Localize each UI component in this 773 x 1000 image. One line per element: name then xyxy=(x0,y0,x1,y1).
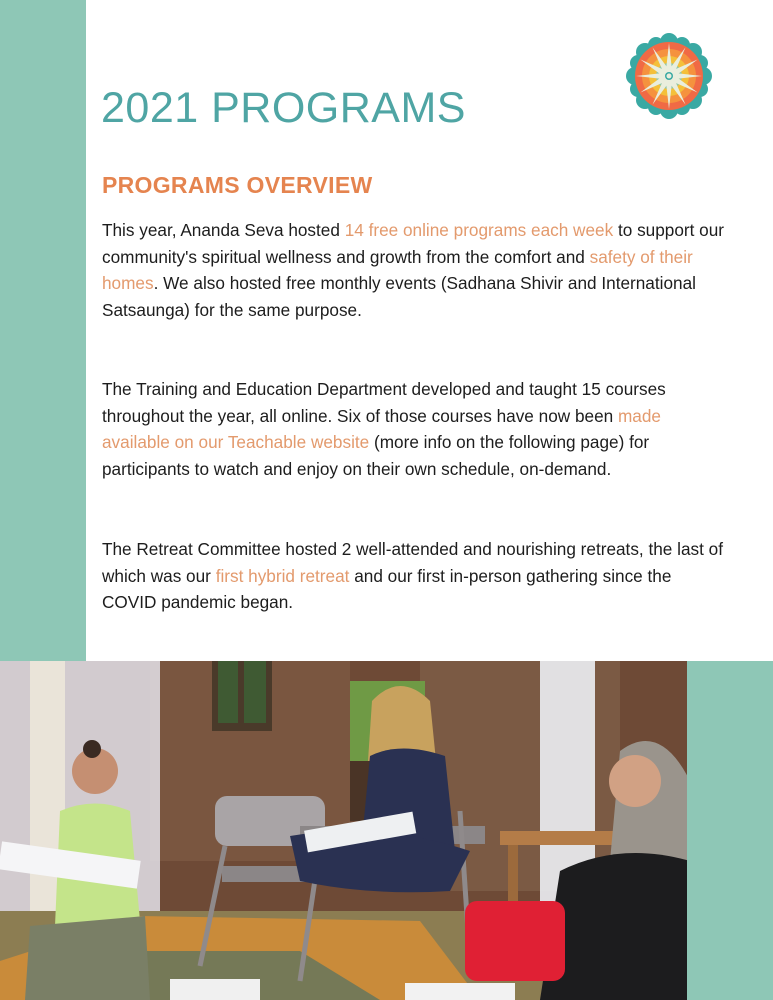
left-accent-bar xyxy=(0,0,86,661)
highlight-weekly-programs: 14 free online programs each week xyxy=(344,220,614,240)
text-segment: (more info on the following page) for participants to watch and enjoy on their own schedule, on-demand. xyxy=(102,432,650,480)
text-segment: and our first in-person gathering since the COVID pandemic began. xyxy=(102,565,672,613)
page-title: 2021 PROGRAMS xyxy=(101,84,466,132)
text-segment: The Retreat Committee hosted 2 well-attended and nourishing retreats, the last of which was our xyxy=(102,539,723,586)
paragraph-retreats xyxy=(102,536,727,616)
highlight-hybrid-retreat: first hybrid retreat xyxy=(215,565,350,586)
text-segment: . We also hosted free monthly events (Sadhana Shivir and International Satsaunga) for the same purpose. xyxy=(102,273,696,321)
right-accent-bar xyxy=(687,661,773,1000)
text-segment: This year, Ananda Seva hosted xyxy=(102,220,345,240)
mandala-lotus-icon xyxy=(626,33,712,119)
text-segment: to support our community's spiritual wellness and growth from the comfort and xyxy=(102,220,725,267)
retreat-photo xyxy=(0,661,687,1000)
highlight-safety-homes: safety of their homes xyxy=(102,246,693,294)
highlight-teachable-website: made available on our Teachable website xyxy=(102,405,661,453)
section-heading: PROGRAMS OVERVIEW xyxy=(102,172,373,198)
paragraph-training-education xyxy=(102,376,727,483)
text-segment: The Training and Education Department developed and taught 15 courses throughout the year, all online. Six of those courses have now been xyxy=(102,379,666,426)
paragraph-online-programs xyxy=(102,217,727,324)
